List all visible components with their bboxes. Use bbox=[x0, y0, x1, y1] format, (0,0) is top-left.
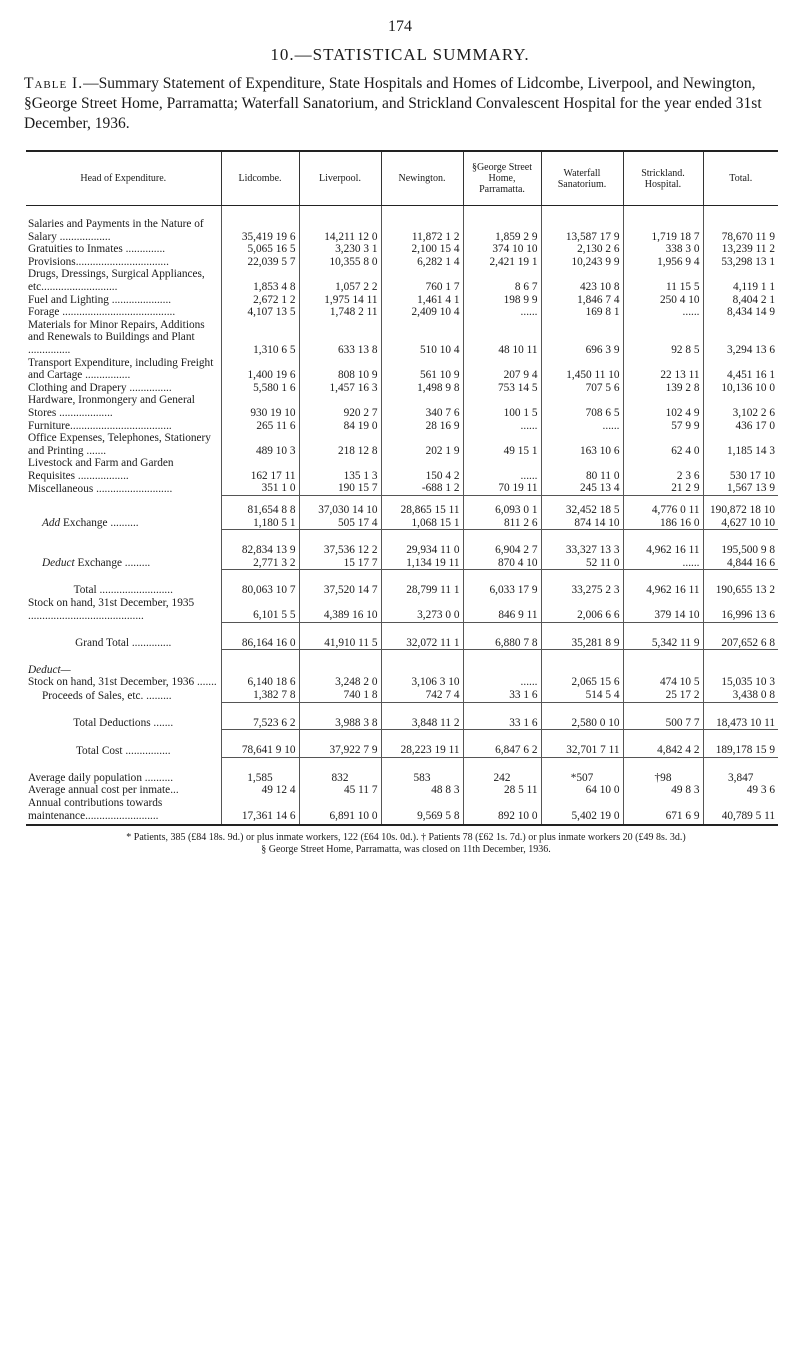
row-label: Livestock and Farm and Garden Requisites .................. bbox=[26, 457, 221, 482]
cell-value: 10,243 9 9 bbox=[541, 256, 623, 269]
table-row bbox=[26, 797, 778, 825]
cell-value: 583 bbox=[381, 757, 463, 784]
footnote: § George Street Home, Parramatta, was closed on 11th December, 1936. bbox=[261, 844, 551, 855]
table-row bbox=[26, 597, 778, 622]
cell-value: 35,419 19 6 bbox=[221, 206, 299, 244]
cell-value: 846 9 11 bbox=[463, 597, 541, 622]
cell-value: 45 11 7 bbox=[299, 784, 381, 797]
cell-value: 4,962 16 11 bbox=[623, 530, 703, 557]
cell-value: 1,068 15 1 bbox=[381, 517, 463, 530]
row-label: Grand Total .............. bbox=[26, 622, 221, 650]
cell-value: 100 1 5 bbox=[463, 394, 541, 419]
row-label: Total Deductions ....... bbox=[26, 702, 221, 730]
cell-value: 811 2 6 bbox=[463, 517, 541, 530]
table-header-row bbox=[26, 151, 778, 206]
cell-value: ...... bbox=[463, 420, 541, 433]
cell-value: 265 11 6 bbox=[221, 420, 299, 433]
cell-value: 53,298 13 1 bbox=[721, 255, 775, 268]
table-body bbox=[26, 206, 778, 826]
cell-value: 351 1 0 bbox=[221, 482, 299, 495]
cell-value: 3,294 13 6 bbox=[726, 343, 775, 356]
cell-value: 3,438 0 8 bbox=[732, 689, 775, 701]
cell-value: 84 19 0 bbox=[299, 420, 381, 433]
table-row bbox=[26, 294, 778, 307]
cell-value: 338 3 0 bbox=[623, 243, 703, 256]
cell-value: 3,230 3 1 bbox=[299, 243, 381, 256]
table-row bbox=[26, 306, 778, 319]
cell-value: 1,134 19 11 bbox=[381, 557, 463, 570]
cell-value: 28,799 11 1 bbox=[381, 570, 463, 597]
table-row bbox=[26, 517, 778, 530]
cell-value: 78,670 11 9 bbox=[721, 230, 775, 243]
cell-value: 162 17 11 bbox=[221, 457, 299, 482]
cell-value: 1,310 6 5 bbox=[221, 319, 299, 357]
row-label: Miscellaneous ........................... bbox=[26, 482, 221, 495]
cell-value: 696 3 9 bbox=[541, 319, 623, 357]
cell-value: 5,342 11 9 bbox=[623, 622, 703, 650]
cell-value: 1,498 9 8 bbox=[381, 382, 463, 395]
table-caption-text: —Summary Statement of Expenditure, State Hospitals and Homes of Lidcombe, Liverpool, and Newington, §George Street Home, Parramatta; Waterfall Sanatorium, and Strickland Convalescent Hospital for the year ended 31st December, 1936. bbox=[24, 75, 762, 132]
cell-value: 8,404 2 1 bbox=[732, 293, 775, 306]
cell-value: ...... bbox=[623, 306, 703, 319]
cell-value: 57 9 9 bbox=[623, 420, 703, 433]
cell-value: 1,461 4 1 bbox=[381, 294, 463, 307]
cell-value: 379 14 10 bbox=[623, 597, 703, 622]
row-label: Hardware, Ironmongery and General Stores ................... bbox=[26, 394, 221, 419]
table-row bbox=[26, 243, 778, 256]
cell-value: 8,434 14 9 bbox=[726, 306, 775, 319]
cell-value: †98 bbox=[623, 757, 703, 784]
cell-value: 514 5 4 bbox=[541, 689, 623, 702]
row-label: Stock on hand, 31st December, 1935 ......................................... bbox=[26, 597, 221, 622]
row-label: Total Cost ................ bbox=[26, 730, 221, 758]
row-label: Office Expenses, Telephones, Stationery and Printing ....... bbox=[26, 432, 221, 457]
column-header: Total. bbox=[703, 151, 778, 206]
cell-value: 2,006 6 6 bbox=[541, 597, 623, 622]
cell-value: 102 4 9 bbox=[623, 394, 703, 419]
row-label: Average daily population .......... bbox=[26, 757, 221, 784]
row-label: Drugs, Dressings, Surgical Appliances, etc........................... bbox=[26, 268, 221, 293]
cell-value: 2,409 10 4 bbox=[381, 306, 463, 319]
cell-value: 81,654 8 8 bbox=[221, 496, 299, 517]
cell-value: 6,033 17 9 bbox=[463, 570, 541, 597]
cell-value: ...... bbox=[623, 557, 703, 570]
table-row bbox=[26, 622, 778, 650]
cell-value: 6,093 0 1 bbox=[463, 496, 541, 517]
table-row bbox=[26, 268, 778, 293]
table-row bbox=[26, 394, 778, 419]
cell-value: 92 8 5 bbox=[623, 319, 703, 357]
cell-value: 80,063 10 7 bbox=[221, 570, 299, 597]
row-label bbox=[26, 530, 221, 557]
cell-value: 190,655 13 2 bbox=[703, 570, 778, 597]
cell-value: 489 10 3 bbox=[221, 432, 299, 457]
cell-value: 78,641 9 10 bbox=[221, 730, 299, 758]
cell-value: 33,275 2 3 bbox=[541, 570, 623, 597]
cell-value: 4,842 4 2 bbox=[623, 730, 703, 758]
column-header: Liverpool. bbox=[299, 151, 381, 206]
table-row bbox=[26, 357, 778, 382]
row-label: Provisions................................. bbox=[26, 256, 221, 269]
table-row bbox=[26, 420, 778, 433]
cell-value: 135 1 3 bbox=[299, 457, 381, 482]
cell-value: 892 10 0 bbox=[463, 797, 541, 825]
column-header: Head of Expenditure. bbox=[26, 151, 221, 206]
cell-value: 82,834 13 9 bbox=[221, 530, 299, 557]
cell-value: 86,164 16 0 bbox=[221, 622, 299, 650]
cell-value: 505 17 4 bbox=[299, 517, 381, 530]
cell-value: 1,400 19 6 bbox=[221, 357, 299, 382]
row-label: Clothing and Drapery ............... bbox=[26, 382, 221, 395]
cell-value: 1,185 14 3 bbox=[726, 444, 775, 457]
table-row bbox=[26, 650, 778, 689]
cell-value: 436 17 0 bbox=[735, 419, 775, 432]
cell-value: 3,847 bbox=[703, 757, 778, 784]
cell-value: 930 19 10 bbox=[221, 394, 299, 419]
cell-value: 1,956 9 4 bbox=[623, 256, 703, 269]
table-row bbox=[26, 382, 778, 395]
table-row bbox=[26, 730, 778, 758]
cell-value: 28,865 15 11 bbox=[381, 496, 463, 517]
cell-value: 6,140 18 6 bbox=[221, 650, 299, 689]
cell-value: 874 14 10 bbox=[541, 517, 623, 530]
row-label: Fuel and Lighting ..................... bbox=[26, 294, 221, 307]
table-row bbox=[26, 757, 778, 784]
cell-value: 21 2 9 bbox=[623, 482, 703, 495]
cell-value: 17,361 14 6 bbox=[221, 797, 299, 825]
cell-value: 2 3 6 bbox=[623, 457, 703, 482]
cell-value: 32,072 11 1 bbox=[381, 622, 463, 650]
row-label: Salaries and Payments in the Nature of Salary .................. bbox=[26, 206, 221, 244]
cell-value: 22,039 5 7 bbox=[221, 256, 299, 269]
table-caption-prefix: Table I. bbox=[24, 75, 84, 92]
cell-value: 2,100 15 4 bbox=[381, 243, 463, 256]
cell-value: 198 9 9 bbox=[463, 294, 541, 307]
cell-value: 13,239 11 2 bbox=[721, 243, 775, 256]
cell-value: 510 10 4 bbox=[381, 319, 463, 357]
cell-value: 6,847 6 2 bbox=[463, 730, 541, 758]
cell-value: 7,523 6 2 bbox=[221, 702, 299, 730]
row-label: Transport Expenditure, including Freight and Cartage ................ bbox=[26, 357, 221, 382]
table-row bbox=[26, 530, 778, 557]
cell-value: 64 10 0 bbox=[541, 784, 623, 797]
cell-value: 3,848 11 2 bbox=[381, 702, 463, 730]
cell-value: 4,451 16 1 bbox=[726, 369, 775, 382]
row-label: Materials for Minor Repairs, Additions and Renewals to Buildings and Plant ............... bbox=[26, 319, 221, 357]
cell-value: 207,652 6 8 bbox=[703, 622, 778, 650]
cell-value: 190,872 18 10 bbox=[703, 496, 778, 517]
cell-value: 1,457 16 3 bbox=[299, 382, 381, 395]
page-number: 174 bbox=[388, 18, 412, 35]
cell-value: 28,223 19 11 bbox=[381, 730, 463, 758]
cell-value: 15,035 10 3 bbox=[703, 650, 778, 689]
row-label: Gratuities to Inmates .............. bbox=[26, 243, 221, 256]
cell-value: 11,872 1 2 bbox=[381, 206, 463, 244]
cell-value: 1,180 5 1 bbox=[221, 517, 299, 530]
cell-value: 1,382 7 8 bbox=[221, 689, 299, 702]
row-label bbox=[26, 496, 221, 517]
cell-value: 9,569 5 8 bbox=[381, 797, 463, 825]
cell-value: 6,891 10 0 bbox=[299, 797, 381, 825]
cell-value: 2,421 19 1 bbox=[463, 256, 541, 269]
section-heading: 10.—STATISTICAL SUMMARY. bbox=[270, 45, 530, 64]
cell-value: 242 bbox=[463, 757, 541, 784]
cell-value: 4,119 1 1 bbox=[733, 280, 775, 293]
cell-value: 6,904 2 7 bbox=[463, 530, 541, 557]
cell-value: 48 8 3 bbox=[381, 784, 463, 797]
cell-value: 8 6 7 bbox=[463, 268, 541, 293]
cell-value: 28 5 11 bbox=[463, 784, 541, 797]
footnotes bbox=[26, 832, 786, 856]
cell-value: 41,910 11 5 bbox=[299, 622, 381, 650]
column-header: §George Street Home, Parramatta. bbox=[463, 151, 541, 206]
column-header: Lidcombe. bbox=[221, 151, 299, 206]
table-row bbox=[26, 557, 778, 570]
cell-value: 808 10 9 bbox=[299, 357, 381, 382]
cell-value: 202 1 9 bbox=[381, 432, 463, 457]
cell-value: 18,473 10 11 bbox=[703, 702, 778, 730]
cell-value: 22 13 11 bbox=[623, 357, 703, 382]
cell-value: 870 4 10 bbox=[463, 557, 541, 570]
row-label: Add Exchange .......... bbox=[26, 517, 221, 530]
expenditure-table bbox=[26, 150, 778, 826]
table-caption bbox=[24, 74, 784, 134]
cell-value: 37,030 14 10 bbox=[299, 496, 381, 517]
cell-value: 1,567 13 9 bbox=[726, 482, 775, 495]
cell-value: 4,776 0 11 bbox=[623, 496, 703, 517]
row-label: Deduct— Stock on hand, 31st December, 1936 ....... bbox=[26, 650, 221, 689]
cell-value: 3,273 0 0 bbox=[381, 597, 463, 622]
cell-value: 2,130 2 6 bbox=[541, 243, 623, 256]
cell-value: 35,281 8 9 bbox=[541, 622, 623, 650]
cell-value: 37,536 12 2 bbox=[299, 530, 381, 557]
row-label: Average annual cost per inmate... bbox=[26, 784, 221, 797]
cell-value: 1,853 4 8 bbox=[221, 268, 299, 293]
cell-value: 5,580 1 6 bbox=[221, 382, 299, 395]
cell-value: 2,672 1 2 bbox=[221, 294, 299, 307]
cell-value: 13,587 17 9 bbox=[541, 206, 623, 244]
column-header: Strickland. Hospital. bbox=[623, 151, 703, 206]
cell-value: 423 10 8 bbox=[541, 268, 623, 293]
cell-value: 139 2 8 bbox=[623, 382, 703, 395]
cell-value: 5,065 16 5 bbox=[221, 243, 299, 256]
cell-value: 4,844 16 6 bbox=[726, 556, 775, 569]
table-row bbox=[26, 432, 778, 457]
cell-value: 374 10 10 bbox=[463, 243, 541, 256]
cell-value: 6,282 1 4 bbox=[381, 256, 463, 269]
cell-value: 10,355 8 0 bbox=[299, 256, 381, 269]
cell-value: 37,922 7 9 bbox=[299, 730, 381, 758]
row-label: Furniture.................................... bbox=[26, 420, 221, 433]
cell-value: 169 8 1 bbox=[541, 306, 623, 319]
row-label: Forage ........................................ bbox=[26, 306, 221, 319]
cell-value: 62 4 0 bbox=[623, 432, 703, 457]
footnote: * Patients, 385 (£84 18s. 9d.) or plus inmate workers, 122 (£64 10s. 0d.). † Patients 78 (£62 1s. 7d.) or plus inmate workers 20 (£49 8s. 3d.) bbox=[126, 832, 686, 843]
cell-value: 11 15 5 bbox=[623, 268, 703, 293]
cell-value: 1,975 14 11 bbox=[299, 294, 381, 307]
cell-value: 742 7 4 bbox=[381, 689, 463, 702]
cell-value: 3,988 3 8 bbox=[299, 702, 381, 730]
cell-value: 4,627 10 10 bbox=[721, 516, 775, 529]
cell-value: 33 1 6 bbox=[463, 702, 541, 730]
cell-value: 245 13 4 bbox=[541, 482, 623, 495]
cell-value: 25 17 2 bbox=[623, 689, 703, 702]
cell-value: 49 3 6 bbox=[746, 784, 775, 797]
cell-value: 4,962 16 11 bbox=[623, 570, 703, 597]
cell-value: 16,996 13 6 bbox=[721, 609, 775, 622]
row-label: Proceeds of Sales, etc. ......... bbox=[26, 689, 221, 702]
cell-value: 37,520 14 7 bbox=[299, 570, 381, 597]
cell-value: 190 15 7 bbox=[299, 482, 381, 495]
cell-value: 70 19 11 bbox=[463, 482, 541, 495]
cell-value: 3,106 3 10 bbox=[381, 650, 463, 689]
cell-value: 33 1 6 bbox=[463, 689, 541, 702]
table-row bbox=[26, 206, 778, 244]
cell-value: 5,402 19 0 bbox=[541, 797, 623, 825]
cell-value: 49 8 3 bbox=[623, 784, 703, 797]
cell-value: 671 6 9 bbox=[623, 797, 703, 825]
cell-value: 340 7 6 bbox=[381, 394, 463, 419]
cell-value: 760 1 7 bbox=[381, 268, 463, 293]
table-row bbox=[26, 482, 778, 495]
cell-value: ...... bbox=[463, 306, 541, 319]
cell-value: 500 7 7 bbox=[623, 702, 703, 730]
table-row bbox=[26, 319, 778, 357]
cell-value: 29,934 11 0 bbox=[381, 530, 463, 557]
cell-value: ...... bbox=[463, 457, 541, 482]
cell-value: 32,701 7 11 bbox=[541, 730, 623, 758]
cell-value: 2,771 3 2 bbox=[221, 557, 299, 570]
cell-value: 2,580 0 10 bbox=[541, 702, 623, 730]
cell-value: 708 6 5 bbox=[541, 394, 623, 419]
column-header: Newington. bbox=[381, 151, 463, 206]
cell-value: 14,211 12 0 bbox=[299, 206, 381, 244]
cell-value: 707 5 6 bbox=[541, 382, 623, 395]
cell-value: 186 16 0 bbox=[623, 517, 703, 530]
cell-value: 33,327 13 3 bbox=[541, 530, 623, 557]
cell-value: 474 10 5 bbox=[623, 650, 703, 689]
cell-value: 52 11 0 bbox=[541, 557, 623, 570]
cell-value: 250 4 10 bbox=[623, 294, 703, 307]
cell-value: 1,748 2 11 bbox=[299, 306, 381, 319]
cell-value: 207 9 4 bbox=[463, 357, 541, 382]
cell-value: ...... bbox=[541, 420, 623, 433]
cell-value: 1,846 7 4 bbox=[541, 294, 623, 307]
cell-value: 1,719 18 7 bbox=[623, 206, 703, 244]
cell-value: -688 1 2 bbox=[381, 482, 463, 495]
cell-value: 1,585 bbox=[221, 757, 299, 784]
cell-value: 4,389 16 10 bbox=[299, 597, 381, 622]
table-row bbox=[26, 702, 778, 730]
cell-value: 15 17 7 bbox=[299, 557, 381, 570]
cell-value: 1,859 2 9 bbox=[463, 206, 541, 244]
cell-value: 832 bbox=[299, 757, 381, 784]
cell-value: 163 10 6 bbox=[541, 432, 623, 457]
cell-value: 920 2 7 bbox=[299, 394, 381, 419]
cell-value: 195,500 9 8 bbox=[703, 530, 778, 557]
cell-value: 80 11 0 bbox=[541, 457, 623, 482]
table-row bbox=[26, 256, 778, 269]
cell-value: 1,450 11 10 bbox=[541, 357, 623, 382]
cell-value: 48 10 11 bbox=[463, 319, 541, 357]
cell-value: 40,789 5 11 bbox=[703, 797, 778, 825]
row-label: Total .......................... bbox=[26, 570, 221, 597]
cell-value: 49 15 1 bbox=[463, 432, 541, 457]
table-row bbox=[26, 570, 778, 597]
cell-value: 1,057 2 2 bbox=[299, 268, 381, 293]
cell-value: 530 17 10 bbox=[729, 469, 775, 482]
cell-value: 49 12 4 bbox=[221, 784, 299, 797]
cell-value: 189,178 15 9 bbox=[703, 730, 778, 758]
cell-value: 218 12 8 bbox=[299, 432, 381, 457]
cell-value: 2,065 15 6 bbox=[541, 650, 623, 689]
cell-value: 3,248 2 0 bbox=[299, 650, 381, 689]
cell-value: 4,107 13 5 bbox=[221, 306, 299, 319]
cell-value: 6,101 5 5 bbox=[221, 597, 299, 622]
row-label: Deduct Exchange ......... bbox=[26, 557, 221, 570]
cell-value: 633 13 8 bbox=[299, 319, 381, 357]
cell-value: 6,880 7 8 bbox=[463, 622, 541, 650]
row-label: Annual contributions towards maintenance.......................... bbox=[26, 797, 221, 825]
cell-value: 740 1 8 bbox=[299, 689, 381, 702]
cell-value: *507 bbox=[541, 757, 623, 784]
table-row bbox=[26, 784, 778, 797]
table-row bbox=[26, 689, 778, 702]
cell-value: 3,102 2 6 bbox=[732, 406, 775, 419]
cell-value: ...... bbox=[463, 650, 541, 689]
table-row bbox=[26, 457, 778, 482]
cell-value: 10,136 10 0 bbox=[721, 381, 775, 394]
cell-value: 150 4 2 bbox=[381, 457, 463, 482]
cell-value: 561 10 9 bbox=[381, 357, 463, 382]
cell-value: 32,452 18 5 bbox=[541, 496, 623, 517]
cell-value: 753 14 5 bbox=[463, 382, 541, 395]
column-header: Waterfall Sanatorium. bbox=[541, 151, 623, 206]
cell-value: 28 16 9 bbox=[381, 420, 463, 433]
table-row bbox=[26, 496, 778, 517]
